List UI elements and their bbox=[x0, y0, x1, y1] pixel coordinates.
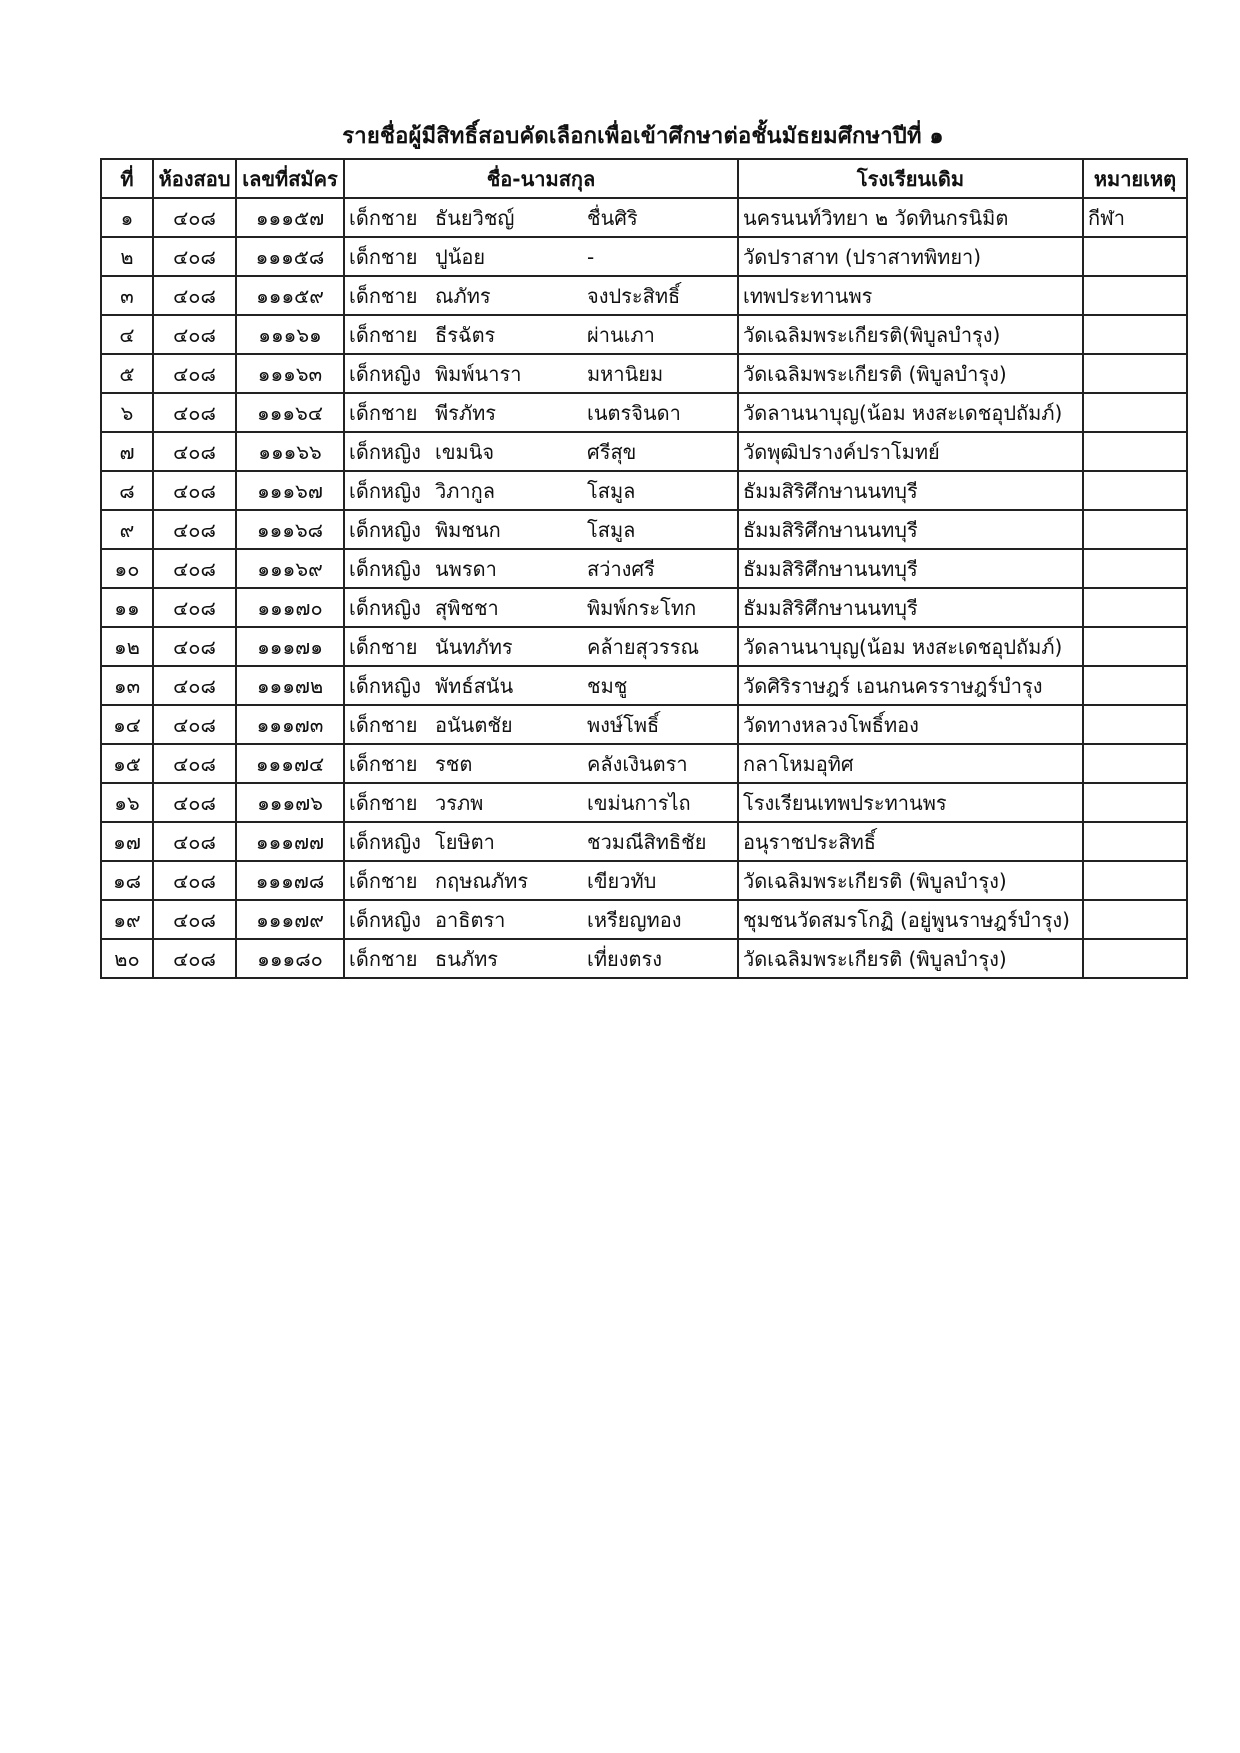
last-name: ศรีสุข bbox=[587, 439, 637, 464]
cell-no: ๑๖ bbox=[101, 783, 153, 822]
cell-name bbox=[344, 900, 738, 939]
table-body bbox=[101, 198, 1187, 978]
last-name: พงษ์โพธิ์ bbox=[587, 712, 660, 737]
cell-room: ๔๐๘ bbox=[153, 393, 236, 432]
first-name: ธนภัทร bbox=[435, 946, 498, 971]
name-prefix: เด็กชาย bbox=[349, 946, 418, 971]
cell-note bbox=[1083, 666, 1187, 705]
first-name: พีรภัทร bbox=[435, 400, 497, 425]
cell-school: วัดเฉลิมพระเกียรติ (พิบูลบำรุง) bbox=[738, 861, 1083, 900]
cell-application-no: ๑๑๑๖๑ bbox=[236, 315, 344, 354]
cell-application-no: ๑๑๑๕๙ bbox=[236, 276, 344, 315]
cell-application-no: ๑๑๑๘๐ bbox=[236, 939, 344, 978]
last-name: โสมูล bbox=[587, 517, 636, 542]
last-name: เหรียญทอง bbox=[587, 907, 682, 932]
table-row bbox=[101, 861, 1187, 900]
cell-no: ๑ bbox=[101, 198, 153, 237]
cell-room: ๔๐๘ bbox=[153, 900, 236, 939]
cell-note bbox=[1083, 549, 1187, 588]
last-name: ผ่านเภา bbox=[587, 322, 655, 347]
cell-school: ชุมชนวัดสมรโกฏิ (อยู่พูนราษฎร์บำรุง) bbox=[738, 900, 1083, 939]
cell-application-no: ๑๑๑๗๙ bbox=[236, 900, 344, 939]
last-name: คลังเงินตรา bbox=[587, 751, 688, 776]
cell-name bbox=[344, 861, 738, 900]
cell-room: ๔๐๘ bbox=[153, 510, 236, 549]
cell-school: ธัมมสิริศึกษานนทบุรี bbox=[738, 471, 1083, 510]
cell-school: ธัมมสิริศึกษานนทบุรี bbox=[738, 588, 1083, 627]
name-prefix: เด็กหญิง bbox=[349, 907, 421, 932]
name-prefix: เด็กชาย bbox=[349, 712, 418, 737]
cell-no: ๔ bbox=[101, 315, 153, 354]
name-prefix: เด็กชาย bbox=[349, 400, 418, 425]
cell-school: กลาโหมอุทิศ bbox=[738, 744, 1083, 783]
table-row bbox=[101, 939, 1187, 978]
last-name: เขม่นการไถ bbox=[587, 790, 691, 815]
cell-room: ๔๐๘ bbox=[153, 588, 236, 627]
cell-name bbox=[344, 471, 738, 510]
cell-no: ๑๔ bbox=[101, 705, 153, 744]
first-name: พัทธ์สนัน bbox=[435, 673, 514, 698]
name-prefix: เด็กหญิง bbox=[349, 673, 421, 698]
cell-room: ๔๐๘ bbox=[153, 861, 236, 900]
first-name: โยษิตา bbox=[435, 829, 495, 854]
first-name: รชต bbox=[435, 751, 473, 776]
first-name: กฤษณภัทร bbox=[435, 868, 529, 893]
cell-note bbox=[1083, 900, 1187, 939]
cell-no: ๘ bbox=[101, 471, 153, 510]
cell-application-no: ๑๑๑๖๙ bbox=[236, 549, 344, 588]
cell-no: ๓ bbox=[101, 276, 153, 315]
cell-note bbox=[1083, 705, 1187, 744]
name-prefix: เด็กชาย bbox=[349, 283, 418, 308]
cell-room: ๔๐๘ bbox=[153, 783, 236, 822]
first-name: ณภัทร bbox=[435, 283, 491, 308]
first-name: นพรดา bbox=[435, 556, 497, 581]
cell-name bbox=[344, 354, 738, 393]
cell-school: วัดลานนาบุญ(น้อม หงสะเดชอุปถัมภ์) bbox=[738, 393, 1083, 432]
last-name: โสมูล bbox=[587, 478, 636, 503]
cell-school: ธัมมสิริศึกษานนทบุรี bbox=[738, 549, 1083, 588]
header-name: ชื่อ-นามสกุล bbox=[344, 159, 738, 198]
table-row bbox=[101, 666, 1187, 705]
first-name: พิมพ์นารา bbox=[435, 361, 522, 386]
table-row bbox=[101, 276, 1187, 315]
cell-school: วัดเฉลิมพระเกียรติ (พิบูลบำรุง) bbox=[738, 354, 1083, 393]
cell-no: ๑๐ bbox=[101, 549, 153, 588]
cell-room: ๔๐๘ bbox=[153, 315, 236, 354]
name-prefix: เด็กหญิง bbox=[349, 478, 421, 503]
first-name: พิมชนก bbox=[435, 517, 501, 542]
cell-no: ๗ bbox=[101, 432, 153, 471]
cell-room: ๔๐๘ bbox=[153, 354, 236, 393]
cell-note bbox=[1083, 510, 1187, 549]
cell-room: ๔๐๘ bbox=[153, 276, 236, 315]
table-row bbox=[101, 354, 1187, 393]
cell-no: ๑๙ bbox=[101, 900, 153, 939]
cell-no: ๖ bbox=[101, 393, 153, 432]
table-row bbox=[101, 198, 1187, 237]
name-prefix: เด็กหญิง bbox=[349, 829, 421, 854]
last-name: มหานิยม bbox=[587, 361, 664, 386]
header-room: ห้องสอบ bbox=[153, 159, 236, 198]
name-prefix: เด็กชาย bbox=[349, 244, 418, 269]
last-name: เขียวทับ bbox=[587, 868, 657, 893]
cell-name bbox=[344, 705, 738, 744]
cell-application-no: ๑๑๑๗๐ bbox=[236, 588, 344, 627]
cell-application-no: ๑๑๑๖๓ bbox=[236, 354, 344, 393]
cell-no: ๒ bbox=[101, 237, 153, 276]
cell-name bbox=[344, 666, 738, 705]
cell-room: ๔๐๘ bbox=[153, 822, 236, 861]
cell-room: ๔๐๘ bbox=[153, 471, 236, 510]
name-prefix: เด็กชาย bbox=[349, 751, 418, 776]
cell-room: ๔๐๘ bbox=[153, 666, 236, 705]
cell-note bbox=[1083, 354, 1187, 393]
cell-name bbox=[344, 510, 738, 549]
table-row bbox=[101, 822, 1187, 861]
table-row bbox=[101, 315, 1187, 354]
first-name: ปูน้อย bbox=[435, 244, 486, 269]
cell-name bbox=[344, 939, 738, 978]
last-name: ชื่นศิริ bbox=[587, 205, 638, 230]
last-name: เที่ยงตรง bbox=[587, 946, 662, 971]
first-name: สุพิชชา bbox=[435, 595, 499, 620]
table-header-row bbox=[101, 159, 1187, 198]
table-row bbox=[101, 900, 1187, 939]
cell-note bbox=[1083, 939, 1187, 978]
cell-no: ๑๒ bbox=[101, 627, 153, 666]
cell-application-no: ๑๑๑๗๘ bbox=[236, 861, 344, 900]
last-name: ชมชู bbox=[587, 673, 628, 698]
name-prefix: เด็กชาย bbox=[349, 868, 418, 893]
table-row bbox=[101, 393, 1187, 432]
cell-note bbox=[1083, 627, 1187, 666]
cell-school: วัดปราสาท (ปราสาทพิทยา) bbox=[738, 237, 1083, 276]
table-row bbox=[101, 783, 1187, 822]
cell-school: อนุราชประสิทธิ์ bbox=[738, 822, 1083, 861]
last-name: คล้ายสุวรรณ bbox=[587, 634, 700, 659]
first-name: อนันตชัย bbox=[435, 712, 513, 737]
cell-application-no: ๑๑๑๗๖ bbox=[236, 783, 344, 822]
first-name: นันทภัทร bbox=[435, 634, 513, 659]
cell-note bbox=[1083, 276, 1187, 315]
first-name: วิภากูล bbox=[435, 478, 496, 503]
last-name: เนตรจินดา bbox=[587, 400, 681, 425]
cell-school: นครนนท์วิทยา ๒ วัดทินกรนิมิต bbox=[738, 198, 1083, 237]
name-prefix: เด็กชาย bbox=[349, 205, 418, 230]
first-name: วรภพ bbox=[435, 790, 484, 815]
cell-application-no: ๑๑๑๗๗ bbox=[236, 822, 344, 861]
table-row bbox=[101, 744, 1187, 783]
name-prefix: เด็กหญิง bbox=[349, 595, 421, 620]
cell-school: วัดพุฒิปรางค์ปราโมทย์ bbox=[738, 432, 1083, 471]
name-prefix: เด็กชาย bbox=[349, 322, 418, 347]
name-prefix: เด็กหญิง bbox=[349, 556, 421, 581]
cell-application-no: ๑๑๑๕๘ bbox=[236, 237, 344, 276]
name-prefix: เด็กหญิง bbox=[349, 517, 421, 542]
cell-note bbox=[1083, 822, 1187, 861]
cell-name bbox=[344, 744, 738, 783]
cell-school: ธัมมสิริศึกษานนทบุรี bbox=[738, 510, 1083, 549]
cell-note bbox=[1083, 315, 1187, 354]
last-name: สว่างศรี bbox=[587, 556, 655, 581]
cell-application-no: ๑๑๑๖๘ bbox=[236, 510, 344, 549]
table-row bbox=[101, 510, 1187, 549]
cell-application-no: ๑๑๑๗๓ bbox=[236, 705, 344, 744]
cell-room: ๔๐๘ bbox=[153, 198, 236, 237]
cell-room: ๔๐๘ bbox=[153, 939, 236, 978]
cell-note: กีฬา bbox=[1083, 198, 1187, 237]
header-note: หมายเหตุ bbox=[1083, 159, 1187, 198]
table-row bbox=[101, 549, 1187, 588]
cell-name bbox=[344, 549, 738, 588]
cell-no: ๑๑ bbox=[101, 588, 153, 627]
first-name: ธันยวิชญ์ bbox=[435, 205, 515, 230]
cell-application-no: ๑๑๑๗๔ bbox=[236, 744, 344, 783]
last-name: จงประสิทธิ์ bbox=[587, 283, 681, 308]
table-row bbox=[101, 588, 1187, 627]
cell-room: ๔๐๘ bbox=[153, 744, 236, 783]
table-row bbox=[101, 471, 1187, 510]
header-application-no: เลขที่สมัคร bbox=[236, 159, 344, 198]
cell-room: ๔๐๘ bbox=[153, 432, 236, 471]
cell-note bbox=[1083, 588, 1187, 627]
cell-name bbox=[344, 783, 738, 822]
table-row bbox=[101, 627, 1187, 666]
cell-room: ๔๐๘ bbox=[153, 627, 236, 666]
cell-no: ๑๓ bbox=[101, 666, 153, 705]
cell-note bbox=[1083, 744, 1187, 783]
cell-name bbox=[344, 393, 738, 432]
cell-name bbox=[344, 315, 738, 354]
cell-school: เทพประทานพร bbox=[738, 276, 1083, 315]
cell-school: วัดเฉลิมพระเกียรติ (พิบูลบำรุง) bbox=[738, 939, 1083, 978]
cell-application-no: ๑๑๑๕๗ bbox=[236, 198, 344, 237]
cell-no: ๑๘ bbox=[101, 861, 153, 900]
last-name: พิมพ์กระโทก bbox=[587, 595, 697, 620]
cell-note bbox=[1083, 471, 1187, 510]
table-row bbox=[101, 705, 1187, 744]
cell-name bbox=[344, 822, 738, 861]
table-row bbox=[101, 432, 1187, 471]
cell-school: วัดศิริราษฎร์ เอนกนครราษฎร์บำรุง bbox=[738, 666, 1083, 705]
cell-name bbox=[344, 198, 738, 237]
name-prefix: เด็กหญิง bbox=[349, 439, 421, 464]
name-prefix: เด็กหญิง bbox=[349, 361, 421, 386]
name-prefix: เด็กชาย bbox=[349, 790, 418, 815]
cell-name bbox=[344, 276, 738, 315]
cell-no: ๙ bbox=[101, 510, 153, 549]
cell-room: ๔๐๘ bbox=[153, 549, 236, 588]
cell-school: โรงเรียนเทพประทานพร bbox=[738, 783, 1083, 822]
first-name: อาธิตรา bbox=[435, 907, 506, 932]
cell-note bbox=[1083, 237, 1187, 276]
header-school: โรงเรียนเดิม bbox=[738, 159, 1083, 198]
last-name: ชวมณีสิทธิชัย bbox=[587, 829, 707, 854]
cell-no: ๒๐ bbox=[101, 939, 153, 978]
cell-no: ๑๗ bbox=[101, 822, 153, 861]
cell-note bbox=[1083, 393, 1187, 432]
header-no: ที่ bbox=[101, 159, 153, 198]
cell-name bbox=[344, 588, 738, 627]
cell-school: วัดเฉลิมพระเกียรติ(พิบูลบำรุง) bbox=[738, 315, 1083, 354]
table-row bbox=[101, 237, 1187, 276]
cell-application-no: ๑๑๑๗๑ bbox=[236, 627, 344, 666]
cell-note bbox=[1083, 432, 1187, 471]
cell-application-no: ๑๑๑๖๔ bbox=[236, 393, 344, 432]
cell-application-no: ๑๑๑๖๖ bbox=[236, 432, 344, 471]
cell-application-no: ๑๑๑๖๗ bbox=[236, 471, 344, 510]
cell-no: ๕ bbox=[101, 354, 153, 393]
last-name: - bbox=[587, 244, 595, 269]
cell-room: ๔๐๘ bbox=[153, 705, 236, 744]
candidate-table bbox=[100, 158, 1188, 979]
cell-room: ๔๐๘ bbox=[153, 237, 236, 276]
first-name: ธีรฉัตร bbox=[435, 322, 496, 347]
cell-school: วัดทางหลวงโพธิ์ทอง bbox=[738, 705, 1083, 744]
cell-school: วัดลานนาบุญ(น้อม หงสะเดชอุปถัมภ์) bbox=[738, 627, 1083, 666]
page-title: รายชื่อผู้มีสิทธิ์สอบคัดเลือกเพื่อเข้าศึกษาต่อชั้นมัธยมศึกษาปีที่ ๑ bbox=[342, 124, 944, 149]
first-name: เขมนิจ bbox=[435, 439, 495, 464]
cell-name bbox=[344, 432, 738, 471]
cell-name bbox=[344, 237, 738, 276]
cell-application-no: ๑๑๑๗๒ bbox=[236, 666, 344, 705]
name-prefix: เด็กชาย bbox=[349, 634, 418, 659]
cell-name bbox=[344, 627, 738, 666]
cell-note bbox=[1083, 783, 1187, 822]
cell-note bbox=[1083, 861, 1187, 900]
cell-no: ๑๕ bbox=[101, 744, 153, 783]
